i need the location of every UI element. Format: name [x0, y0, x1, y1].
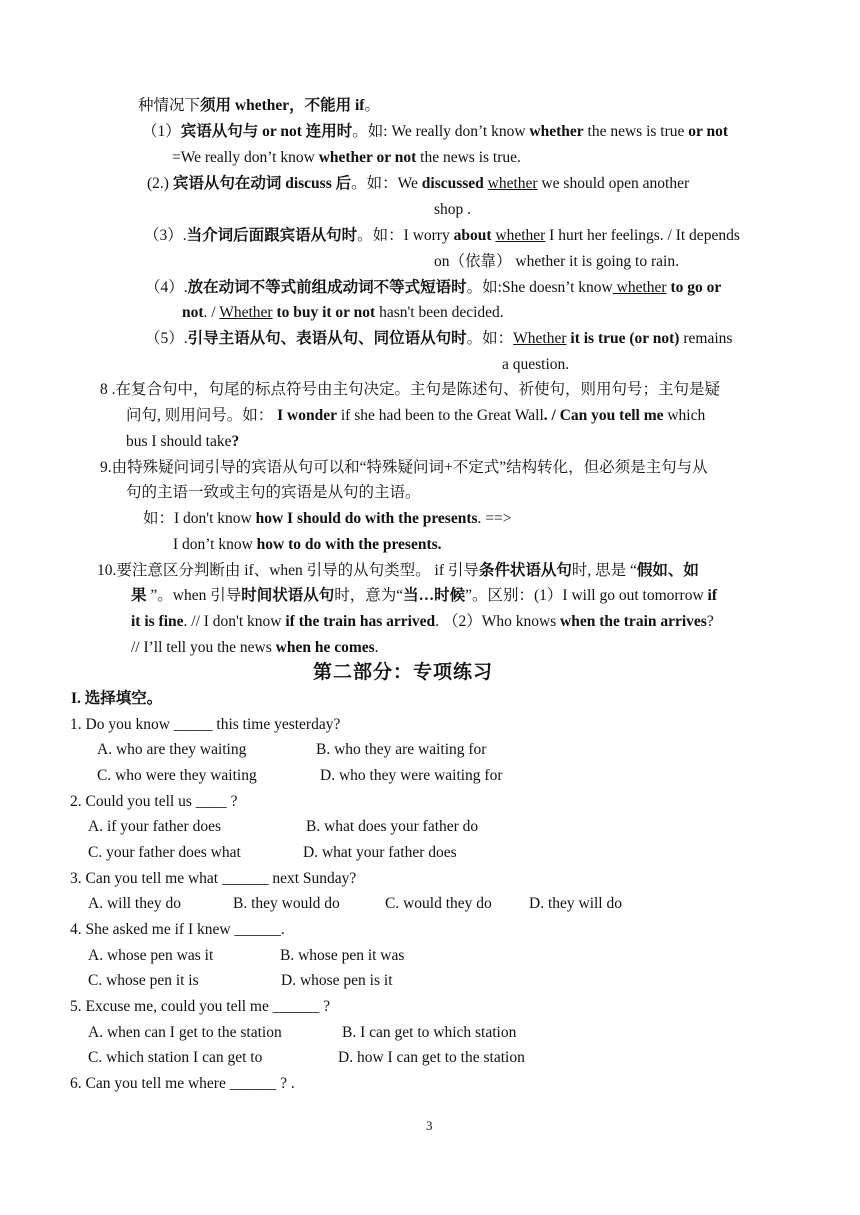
question-5-stem: 5. Excuse me, could you tell me ______ ? [70, 998, 330, 1015]
rule10-cont: 果 ”。when 引导时间状语从句时，意为“当…时候”。区别：(1）I will go out tomorrow if [131, 587, 717, 604]
rule8-cont: 问句, 则用问号。如： I wonder if she had been to the Great Wall. / Can you tell me which [126, 407, 706, 424]
question-1-option-d[interactable]: D. who they were waiting for [320, 767, 503, 784]
rule10-cont2: it is fine. // I don't know if the train has arrived. （2）Who knows when the train arrives? [131, 613, 714, 630]
question-1-option-a[interactable]: A. who are they waiting [97, 741, 247, 758]
question-3-stem: 3. Can you tell me what ______ next Sunday? [70, 870, 357, 887]
question-5-option-b[interactable]: B. I can get to which station [342, 1024, 517, 1041]
question-1-option-c[interactable]: C. who were they waiting [97, 767, 257, 784]
rule10-cont3: // I’ll tell you the news when he comes. [131, 639, 379, 656]
question-3-option-a[interactable]: A. will they do [88, 895, 181, 912]
rule7-case5-cont: a question. [502, 356, 570, 373]
rule7-case1: （1）宾语从句与 or not 连用时。如: We really don’t know whether the news is true or not [142, 123, 729, 140]
question-5-option-d[interactable]: D. how I can get to the station [338, 1049, 525, 1066]
question-1-option-b[interactable]: B. who they are waiting for [316, 741, 487, 758]
rule7-case1-cont: =We really don’t know whether or not the news is true. [172, 149, 521, 166]
rule7-case2-cont: shop . [434, 201, 472, 218]
rule9-example1: 如：I don't know how I should do with the presents. ==> [143, 510, 512, 527]
question-3-option-b[interactable]: B. they would do [233, 895, 340, 912]
question-6-stem: 6. Can you tell me where ______ ? . [70, 1075, 295, 1092]
rule10: 10.要注意区分判断由 if、when 引导的从句类型。 if 引导条件状语从句时, 思是 “假如、如 [97, 562, 699, 579]
rule9-example2: I don’t know how to do with the presents. [173, 536, 442, 553]
rule9-cont: 句的主语一致或主句的宾语是从句的主语。 [126, 484, 421, 501]
question-2-option-c[interactable]: C. your father does what [88, 844, 241, 861]
question-4-option-b[interactable]: B. whose pen it was [280, 947, 405, 964]
question-2-option-a[interactable]: A. if your father does [88, 818, 221, 835]
rule8-cont2: bus I should take? [126, 433, 240, 450]
page-number: 3 [426, 1118, 433, 1133]
question-4-option-c[interactable]: C. whose pen it is [88, 972, 199, 989]
question-4-option-a[interactable]: A. whose pen was it [88, 947, 214, 964]
rule9: 9.由特殊疑问词引导的宾语从句可以和“特殊疑问词+不定式”结构转化，但必须是主句与从 [100, 459, 708, 476]
question-3-option-c[interactable]: C. would they do [385, 895, 492, 912]
question-2-option-d[interactable]: D. what your father does [303, 844, 457, 861]
rule7-case4-cont: not. / Whether to buy it or not hasn't been decided. [182, 304, 504, 321]
question-1-stem: 1. Do you know _____ this time yesterday? [70, 716, 341, 733]
section-title: 第二部分：专项练习 [313, 662, 494, 683]
question-5-option-a[interactable]: A. when can I get to the station [88, 1024, 282, 1041]
rule7-case2: (2.) 宾语从句在动词 discuss 后。如：We discussed whether we should open another [147, 175, 690, 192]
rule7-intro: 种情况下须用 whether，不能用 if。 [138, 97, 380, 114]
question-4-stem: 4. She asked me if I knew ______. [70, 921, 285, 938]
rule7-case3-cont: on（依靠） whether it is going to rain. [434, 253, 679, 270]
rule8: 8 .在复合句中，句尾的标点符号由主句决定。主句是陈述句、祈使句，则用句号；主句是疑 [100, 381, 721, 398]
rule7-case3: （3）.当介词后面跟宾语从句时。如：I worry about whether I hurt her feelings. / It depends [144, 227, 740, 244]
rule7-case4: （4）.放在动词不等式前组成动词不等式短语时。如:She doesn’t know whether to go or [145, 279, 722, 296]
question-3-option-d[interactable]: D. they will do [529, 895, 622, 912]
question-2-stem: 2. Could you tell us ____ ? [70, 793, 238, 810]
rule7-case5: （5）.引导主语从句、表语从句、同位语从句时。如：Whether it is true (or not) remains [145, 330, 733, 347]
part-heading: I. 选择填空。 [71, 690, 163, 707]
question-2-option-b[interactable]: B. what does your father do [306, 818, 479, 835]
question-5-option-c[interactable]: C. which station I can get to [88, 1049, 263, 1066]
question-4-option-d[interactable]: D. whose pen is it [281, 972, 393, 989]
